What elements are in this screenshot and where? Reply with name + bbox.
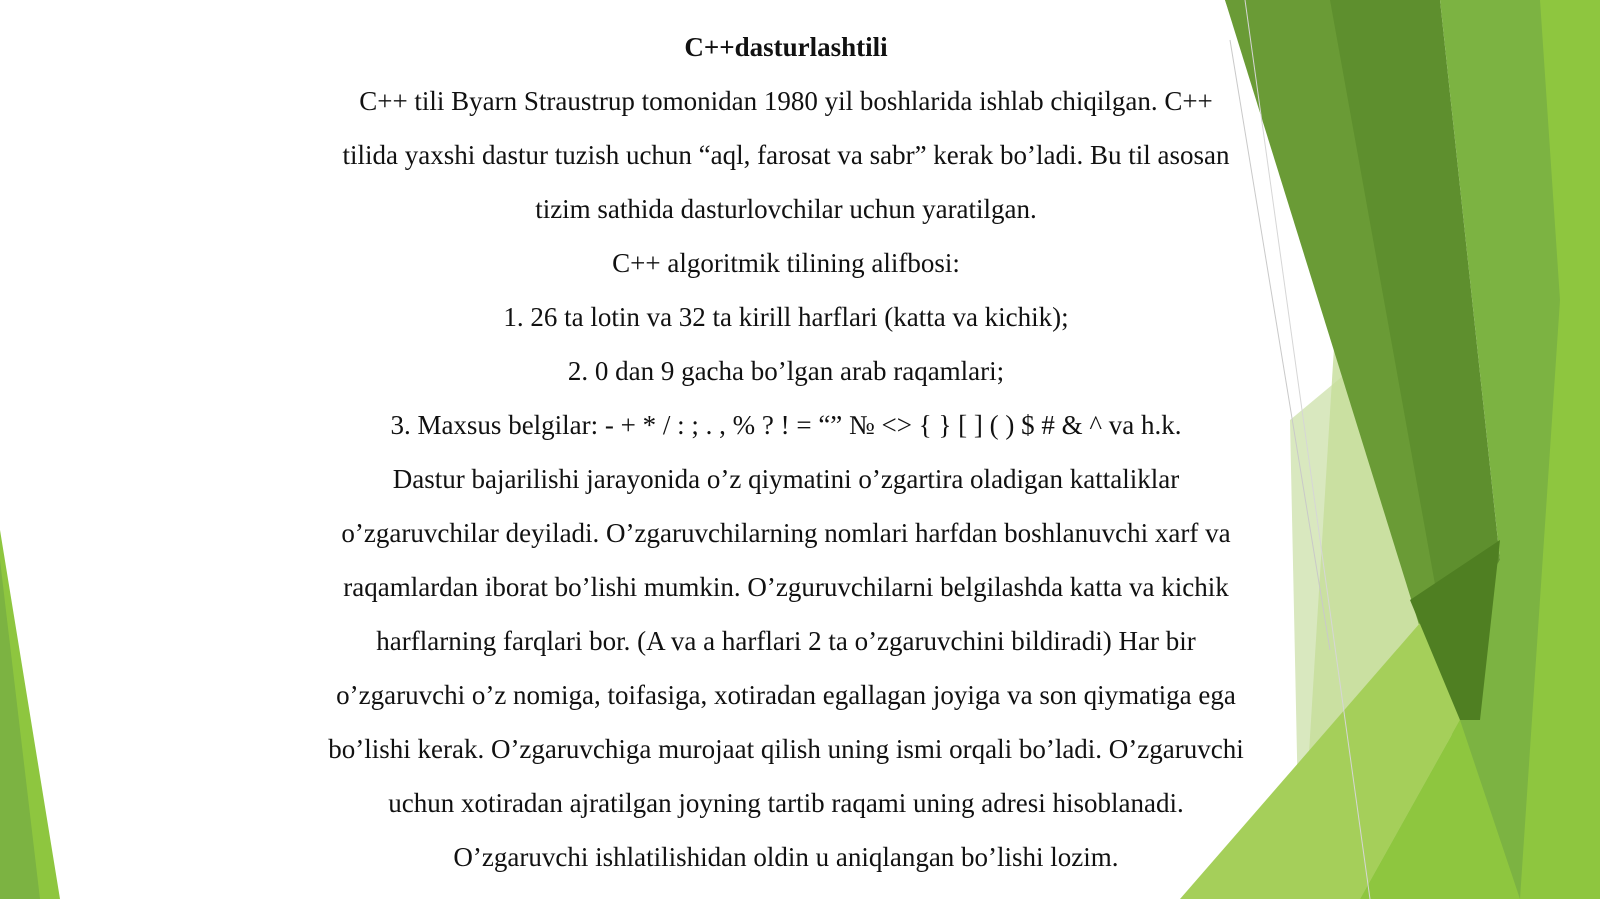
body-line: harflarning farqlari bor. (A va a harflari 2 ta o’zgaruvchini bildiradi) Har bir (376, 626, 1196, 656)
slide-title: C++dasturlashtili (684, 32, 888, 62)
body-line: o’zgaruvchilar deyiladi. O’zgaruvchilarning nomlari harfdan boshlanuvchi xarf va (341, 518, 1231, 548)
slide-text-body (270, 20, 1302, 884)
body-line: C++ tili Byarn Straustrup tomonidan 1980 yil boshlarida ishlab chiqilgan. C++ (359, 86, 1213, 116)
list-item-digits: 2. 0 dan 9 gacha bo’lgan arab raqamlari; (567, 356, 1005, 386)
list-item-symbols: 3. Maxsus belgilar: - + * / : ; . , % ? ! = “” № <> { } [ ] ( ) $ # & ^ va h.k. (390, 410, 1182, 440)
list-item-letters: 1. 26 ta lotin va 32 ta kirill harflari (katta va kichik); (503, 302, 1069, 332)
body-line: Dastur bajarilishi jarayonida o’z qiymatini o’zgartira oladigan kattaliklar (392, 464, 1180, 494)
body-line: bo’lishi kerak. O’zgaruvchiga murojaat qilish uning ismi orqali bo’ladi. O’zgaruvchi (328, 734, 1244, 764)
body-line: uchun xotiradan ajratilgan joyning tartib raqami uning adresi hisoblanadi. (388, 788, 1184, 818)
body-line: tizim sathida dasturlovchilar uchun yaratilgan. (535, 194, 1037, 224)
body-line: tilida yaxshi dastur tuzish uchun “aql, farosat va sabr” kerak bo’ladi. Bu til asosan (342, 140, 1230, 170)
body-line: o’zgaruvchi o’z nomiga, toifasiga, xotiradan egallagan joyiga va son qiymatiga ega (336, 680, 1236, 710)
alphabet-heading: C++ algoritmik tilining alifbosi: (612, 248, 960, 278)
body-line: O’zgaruvchi ishlatilishidan oldin u aniqlangan bo’lishi lozim. (453, 842, 1119, 872)
body-line: raqamlardan iborat bo’lishi mumkin. O’zguruvchilarni belgilashda katta va kichik (343, 572, 1229, 602)
